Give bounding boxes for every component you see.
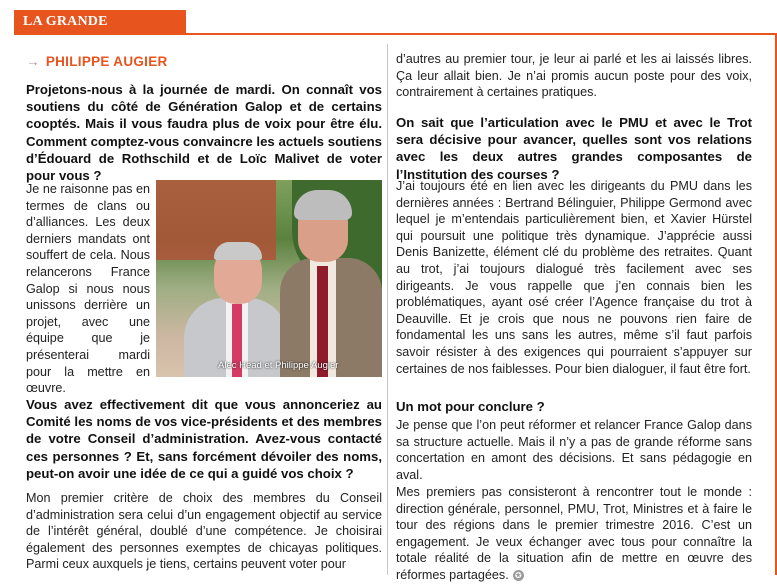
answer-3: J’ai toujours été en lien avec les dirigeants du PMU dans les dernières années : Bertrand Bélinguier, Philippe Germond avec lequel je m’entendais particulièrement bien, et Xavier Hürstel qui poursuit une politique très dynamique. J’apprécie aussi Denis Banizette, élément clé du problème des retraites. Quant au trot, j’ai toujours dialogué très facilement avec ses dirigeants. Je vous rappelle que j’en connais bien les problématiques, ayant osé créer l’Agence française du trot à Deauville. Et je crois que nous ne pouvons rien faire de fondamental les uns sans les autres, même s’il faut parfois savoir résister à des exigences qui pourraient s’appuyer sur certaines de nos faiblesses. Pour bien dialoguer, il faut être fort.: [396, 179, 752, 376]
answer-2: Mon premier critère de choix des membres du Conseil d’administration sera celui d’un engagement objectif au service de l’intérêt général, doublé d’une compétence. Je choisirai également des personnes exemptes de chicayas politiques. Parmi ceux auxquels je tiens, certains peuvent voter pour: [26, 491, 382, 572]
top-rule: [14, 33, 777, 35]
end-of-article-icon: ✪: [513, 570, 524, 581]
photo-person-left: [184, 246, 288, 377]
answer-4-paragraph-2-text: Mes premiers pas consisteront à rencontrer tout le monde : direction générale, personnel, PMU, Trot, Ministres et à faire le tour des régions dans le premier trimestre 2016. C’est un engagement. Je veux échanger avec tous pour connaître la totale réalité de la situation afin de mettre en œuvre des réformes partagées.: [396, 485, 752, 582]
byline: [26, 54, 168, 69]
question-1: Projetons-nous à la journée de mardi. On connaît vos soutiens du côté de Génération Galop et de certains cooptés. Mais il vous faudra plus de voix pour être élu. Comment comptez-vous convaincre les actuels soutiens d’Édouard de Rothschild et de Loïc Malivet de voter pour vous ?: [26, 82, 382, 184]
interview-photo: [156, 180, 382, 377]
arrow-icon: →: [26, 54, 40, 69]
photo-caption: Alec Head et Philippe Augier: [218, 360, 339, 371]
question-4: Un mot pour conclure ?: [396, 399, 545, 414]
column-separator: [387, 44, 388, 575]
section-rubric: LA GRANDE INTERVIEW: [14, 10, 186, 33]
question-3: On sait que l’articulation avec le PMU et avec le Trot sera décisive pour avancer, quelles sont vos relations avec les deux autres grandes composantes de l’Institution des courses ?: [396, 115, 752, 182]
photo-person-right: [280, 180, 382, 377]
question-2: Vous avez effectivement dit que vous annonceriez au Comité les noms de vos vice-présidents et des membres de votre Conseil d’administration. Avez-vous contacté ces personnes ? Et, sans forcément dévoiler des noms, peut-on avoir une idée de ce qui a guidé vos choix ?: [26, 397, 382, 481]
answer-4-paragraph-2: [396, 484, 752, 584]
answer-2-continued: d’autres au premier tour, je leur ai parlé et les ai laissés libres. Ça leur allait bien. Je n’ai promis aucun poste pour des voix, contrairement à certaines pratiques.: [396, 52, 752, 100]
answer-4-paragraph-1: Je pense que l’on peut réformer et relancer France Galop dans sa structure actuelle. Mais il n’y a pas de grande réforme sans concertation en amont des décisions. Et sans pédagogie en aval.: [396, 418, 752, 482]
byline-name: PHILIPPE AUGIER: [45, 54, 168, 69]
answer-1: Je ne raisonne pas en termes de clans ou d’alliances. Les deux derniers mandats ont souffert de cela. Nous relancerons France Galop si nous nous unissons derrière un projet, avec une équipe que je présenterai mardi pour la mettre en œuvre.: [26, 182, 150, 396]
